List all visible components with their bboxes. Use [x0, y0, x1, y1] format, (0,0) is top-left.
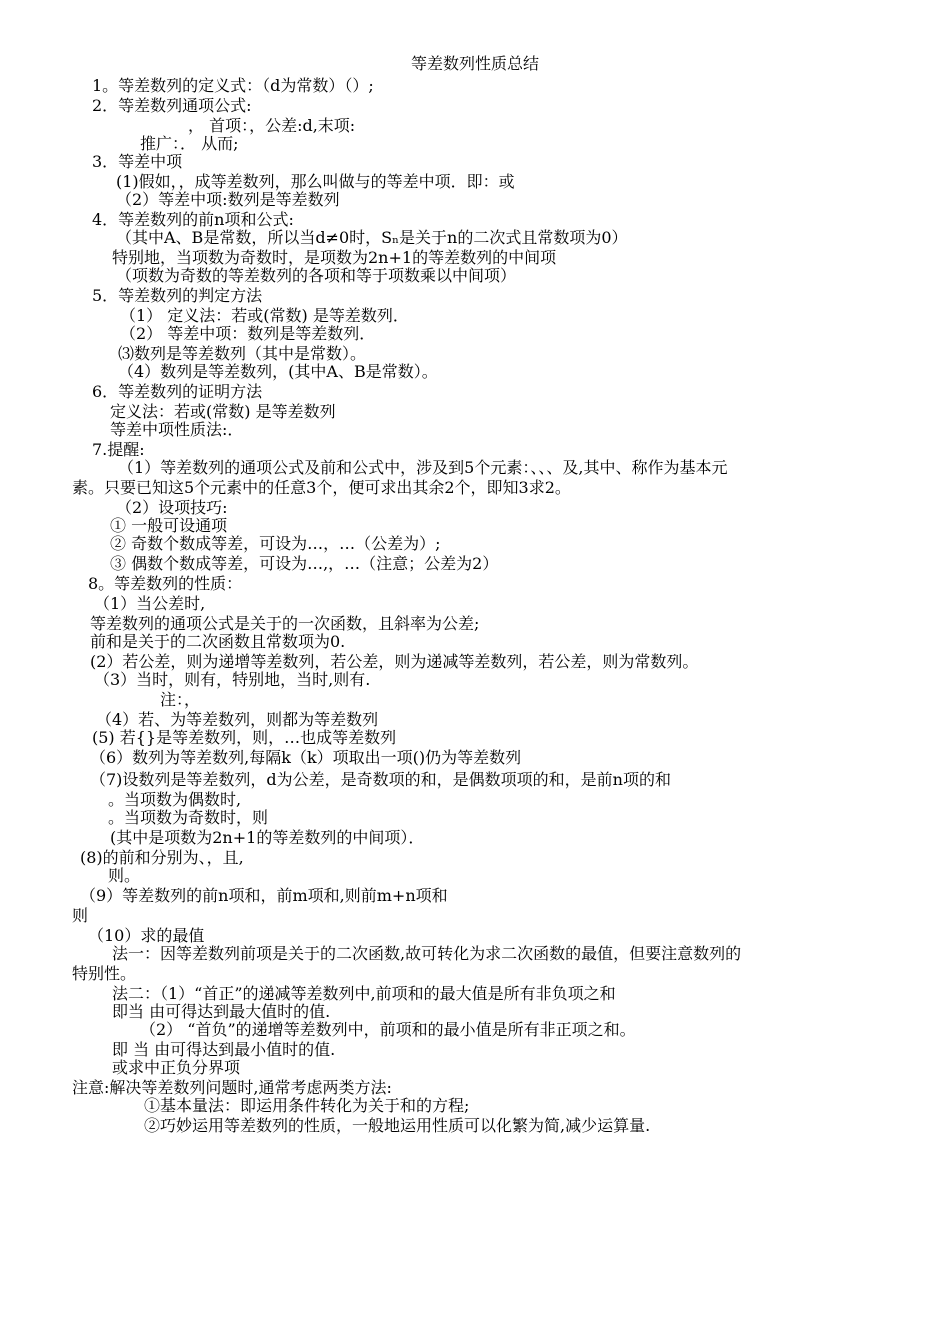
text-line: （项数为奇数的等差数列的各项和等于项数乘以中间项） [116, 266, 517, 285]
text-line: （10）求的最值 [88, 926, 205, 945]
text-line: （1）等差数列的通项公式及前和公式中，涉及到5个元素：、、、及,其中、称作为基本元 [118, 458, 728, 477]
text-line: ， 首项：，公差:d,末项: [188, 116, 356, 135]
text-line: （3）当时，则有，特别地，当时,则有. [94, 670, 371, 689]
text-line: 等差中项性质法:． [110, 420, 244, 439]
text-line: （2）等差中项:数列是等差数列 [116, 190, 340, 209]
text-line: 特别性。 [72, 964, 137, 983]
text-line: ① 一般可设通项 [110, 516, 228, 535]
text-line: （2）设项技巧: [116, 498, 228, 517]
text-line: 素。只要已知这5个元素中的任意3个，便可求出其余2个，即知3求2。 [72, 478, 571, 497]
text-line: （9）等差数列的前n项和，前m项和,则前m+n项和 [80, 886, 448, 905]
text-line: 定义法：若或(常数) 是等差数列 [110, 402, 336, 421]
text-line: 注：， [160, 690, 201, 709]
text-line: 推广：． 从而; [140, 134, 239, 153]
text-line: ② 奇数个数成等差，可设为…，…（公差为）; [110, 534, 441, 553]
text-line: 4．等差数列的前n项和公式: [92, 210, 294, 229]
text-line: 7.提醒: [92, 440, 145, 459]
text-line: 即当 由可得达到最大值时的值. [112, 1002, 331, 1021]
text-line: (5) 若{}是等差数列，则，…也成等差数列 [92, 728, 397, 747]
text-line: 注意:解决等差数列问题时,通常考虑两类方法: [72, 1078, 392, 1097]
text-line: 法一：因等差数列前项是关于的二次函数,故可转化为求二次函数的最值，但要注意数列的 [112, 944, 742, 963]
text-line: 或求中正负分界项 [112, 1058, 241, 1077]
text-line: (2）若公差，则为递增等差数列，若公差，则为递减等差数列，若公差，则为常数列。 [90, 652, 699, 671]
text-line: (1)假如，，成等差数列，那么叫做与的等差中项．即：或 [116, 172, 515, 191]
text-line: （4）若、为等差数列，则都为等差数列 [96, 710, 379, 729]
text-line: 特别地，当项数为奇数时，是项数为2n+1的等差数列的中间项 [112, 248, 557, 267]
text-line: 3．等差中项 [92, 152, 183, 171]
text-line: 。当项数为偶数时, [108, 790, 242, 809]
document-title: 等差数列性质总结 [410, 54, 539, 73]
text-line: 法二：（1）“首正”的递减等差数列中,前项和的最大值是所有非负项之和 [112, 984, 616, 1003]
text-line: (8)的前和分别为、，且, [80, 848, 244, 867]
text-line: 5．等差数列的判定方法 [92, 286, 263, 305]
text-line: 1。等差数列的定义式：（d为常数）（）; [92, 76, 374, 95]
text-line: （2） “首负”的递增等差数列中，前项和的最小值是所有非正项之和。 [140, 1020, 636, 1039]
text-line: ②巧妙运用等差数列的性质，一般地运用性质可以化繁为简,减少运算量. [144, 1116, 651, 1135]
text-line: 8。等差数列的性质： [88, 574, 243, 593]
text-line: 2．等差数列通项公式: [92, 96, 252, 115]
text-line: （1）当公差时, [94, 594, 206, 613]
text-line: (其中是项数为2n+1的等差数列的中间项）． [110, 828, 425, 847]
text-line: （4）数列是等差数列，(其中A、B是常数）。 [118, 362, 438, 381]
text-line: （其中A、B是常数，所以当d≠0时，Sₙ是关于n的二次式且常数项为0） [116, 228, 628, 247]
text-line: （6）数列为等差数列,每隔k（k）项取出一项()仍为等差数列 [90, 748, 522, 767]
text-line: ③ 偶数个数成等差，可设为…,，…（注意；公差为2） [110, 554, 499, 573]
text-line: （1） 定义法：若或(常数) 是等差数列． [120, 306, 409, 325]
text-line: 等差数列的通项公式是关于的一次函数，且斜率为公差; [90, 614, 480, 633]
text-line: 6．等差数列的证明方法 [92, 382, 263, 401]
text-line: 。当项数为奇数时，则 [108, 808, 269, 827]
text-line: ①基本量法：即运用条件转化为关于和的方程; [144, 1096, 470, 1115]
text-line: 则 [72, 906, 89, 925]
text-line: 前和是关于的二次函数且常数项为0. [90, 632, 346, 651]
text-line: 即 当 由可得达到最小值时的值. [112, 1040, 336, 1059]
text-line: （7)设数列是等差数列，d为公差，是奇数项的和，是偶数项项的和，是前n项的和 [90, 770, 671, 789]
text-line: （2） 等差中项：数列是等差数列． [120, 324, 376, 343]
text-line: ⑶数列是等差数列（其中是常数）。 [118, 344, 367, 363]
text-line: 则。 [108, 866, 141, 885]
